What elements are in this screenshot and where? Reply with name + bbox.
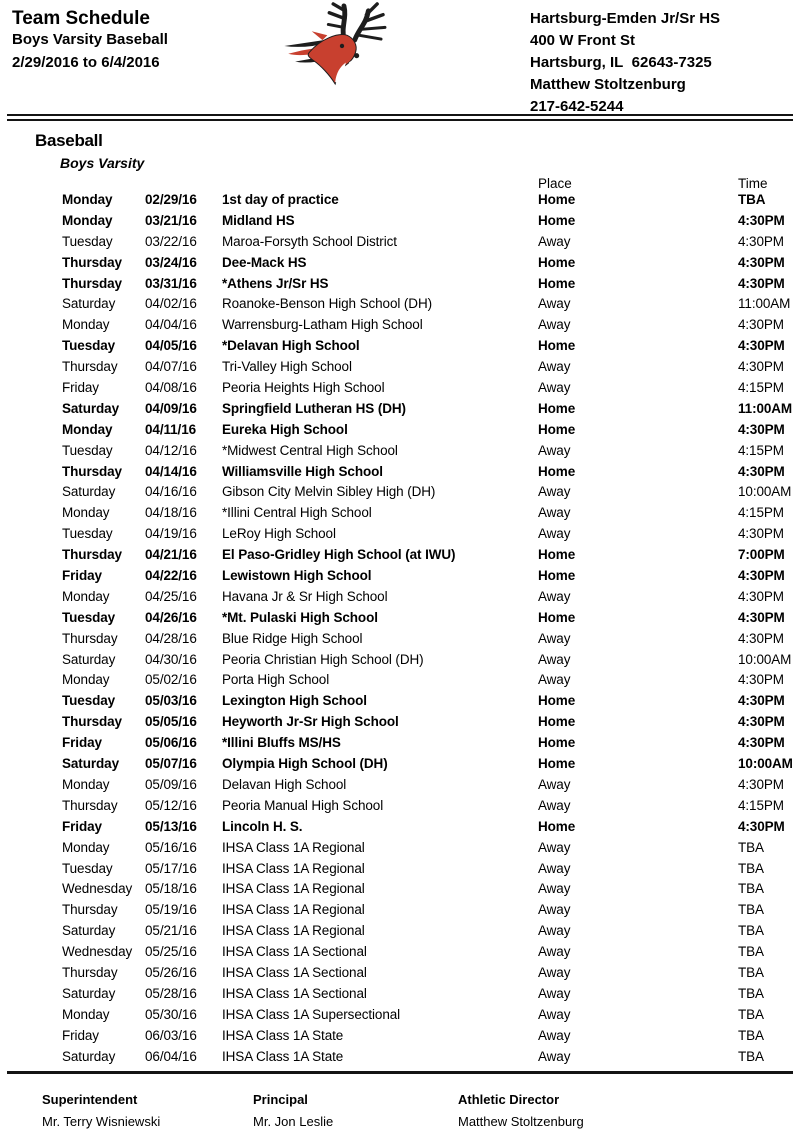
day-cell: Thursday: [62, 547, 122, 563]
schedule-row: [62, 420, 800, 441]
event-cell: IHSA Class 1A Regional: [222, 881, 365, 897]
time-cell: 11:00AM: [738, 296, 791, 312]
header-left-block: [12, 8, 168, 72]
schedule-row: [62, 378, 800, 399]
date-cell: 06/03/16: [145, 1027, 197, 1043]
place-cell: Home: [538, 275, 576, 291]
day-cell: Saturday: [62, 484, 116, 500]
place-cell: Away: [538, 902, 571, 918]
place-cell: Home: [538, 818, 576, 834]
schedule-row: [62, 566, 800, 587]
event-cell: Gibson City Melvin Sibley High (DH): [222, 484, 436, 500]
date-cell: 03/31/16: [145, 275, 197, 291]
event-cell: IHSA Class 1A Regional: [222, 902, 365, 918]
time-cell: 4:30PM: [738, 526, 784, 542]
day-cell: Monday: [62, 421, 113, 437]
date-cell: 04/18/16: [145, 505, 197, 521]
schedule-row: [62, 503, 800, 524]
day-cell: Monday: [62, 192, 113, 207]
place-cell: Away: [538, 526, 571, 542]
event-cell: IHSA Class 1A Regional: [222, 839, 365, 855]
day-cell: Tuesday: [62, 442, 113, 458]
date-cell: 05/03/16: [145, 693, 197, 709]
day-cell: Friday: [62, 380, 99, 396]
page-title: Team Schedule: [12, 8, 150, 29]
event-cell: El Paso-Gridley High School (at IWU): [222, 547, 456, 563]
schedule-row: [62, 524, 800, 545]
school-info-block: [530, 8, 720, 118]
stag-mascot-logo: [283, 2, 401, 86]
time-cell: 4:15PM: [738, 797, 784, 813]
schedule-row: [62, 211, 800, 232]
date-cell: 04/30/16: [145, 651, 197, 667]
schedule-row: [62, 545, 800, 566]
day-cell: Monday: [62, 317, 110, 333]
date-cell: 05/05/16: [145, 714, 197, 730]
day-cell: Monday: [62, 505, 110, 521]
date-cell: 04/26/16: [145, 609, 197, 625]
event-cell: Warrensburg-Latham High School: [222, 317, 423, 333]
event-cell: Heyworth Jr-Sr High School: [222, 714, 399, 730]
schedule-row: [62, 859, 800, 880]
place-cell: Away: [538, 359, 571, 375]
date-cell: 04/02/16: [145, 296, 197, 312]
day-cell: Thursday: [62, 714, 122, 730]
date-cell: 05/02/16: [145, 672, 197, 688]
place-cell: Away: [538, 672, 571, 688]
schedule-table: [62, 190, 800, 1067]
time-cell: 4:30PM: [738, 735, 785, 751]
event-cell: *Illini Bluffs MS/HS: [222, 735, 341, 751]
time-cell: TBA: [738, 964, 764, 980]
schedule-row: [62, 357, 800, 378]
footer-athletic-director: [458, 1093, 584, 1129]
event-cell: Peoria Manual High School: [222, 797, 384, 813]
time-cell: TBA: [738, 1027, 764, 1043]
date-cell: 05/21/16: [145, 923, 197, 939]
day-cell: Tuesday: [62, 526, 113, 542]
event-cell: IHSA Class 1A Supersectional: [222, 1006, 401, 1022]
schedule-row: [62, 691, 800, 712]
time-cell: TBA: [738, 839, 764, 855]
schedule-row: [62, 775, 800, 796]
time-cell: 4:30PM: [738, 693, 785, 709]
time-cell: 4:30PM: [738, 463, 785, 479]
date-cell: 04/12/16: [145, 442, 197, 458]
event-cell: Delavan High School: [222, 776, 347, 792]
time-cell: 4:30PM: [738, 359, 784, 375]
date-cell: 04/08/16: [145, 380, 197, 396]
time-column-header: Time: [738, 176, 768, 191]
event-cell: Porta High School: [222, 672, 330, 688]
place-cell: Away: [538, 923, 571, 939]
schedule-row: [62, 336, 800, 357]
place-cell: Home: [538, 463, 576, 479]
time-cell: 4:30PM: [738, 672, 784, 688]
time-cell: 4:15PM: [738, 380, 784, 396]
event-cell: *Mt. Pulaski High School: [222, 609, 378, 625]
time-cell: 4:15PM: [738, 442, 784, 458]
event-cell: Williamsville High School: [222, 463, 383, 479]
time-cell: 4:30PM: [738, 338, 785, 354]
footer-divider-rule: [7, 1071, 793, 1074]
time-cell: 4:30PM: [738, 776, 784, 792]
event-cell: IHSA Class 1A State: [222, 1048, 344, 1064]
time-cell: TBA: [738, 944, 764, 960]
event-cell: IHSA Class 1A Regional: [222, 860, 365, 876]
event-cell: Havana Jr & Sr High School: [222, 588, 388, 604]
day-cell: Thursday: [62, 275, 122, 291]
place-cell: Away: [538, 296, 571, 312]
day-cell: Thursday: [62, 902, 118, 918]
place-cell: Away: [538, 944, 571, 960]
place-cell: Away: [538, 1006, 571, 1022]
date-cell: 03/24/16: [145, 254, 197, 270]
day-cell: Saturday: [62, 400, 119, 416]
day-cell: Monday: [62, 1006, 110, 1022]
date-cell: 05/19/16: [145, 902, 197, 918]
day-cell: Saturday: [62, 651, 116, 667]
event-cell: IHSA Class 1A Regional: [222, 923, 365, 939]
role-title: Principal: [253, 1092, 308, 1107]
schedule-row: [62, 984, 800, 1005]
schedule-row: [62, 963, 800, 984]
date-range: 2/29/2016 to 6/4/2016: [12, 54, 160, 71]
sport-heading: Baseball: [35, 131, 103, 150]
schedule-row: [62, 232, 800, 253]
event-cell: Roanoke-Benson High School (DH): [222, 296, 433, 312]
day-cell: Thursday: [62, 630, 118, 646]
day-cell: Monday: [62, 212, 113, 228]
place-cell: Away: [538, 964, 571, 980]
event-cell: IHSA Class 1A Sectional: [222, 944, 367, 960]
place-cell: Away: [538, 797, 571, 813]
place-cell: Away: [538, 588, 571, 604]
day-cell: Saturday: [62, 1048, 116, 1064]
day-cell: Friday: [62, 1027, 99, 1043]
school-street: 400 W Front St: [530, 32, 636, 49]
day-cell: Monday: [62, 588, 110, 604]
date-cell: 05/28/16: [145, 985, 197, 1001]
place-cell: Away: [538, 651, 571, 667]
time-cell: 4:30PM: [738, 212, 785, 228]
date-cell: 04/19/16: [145, 526, 197, 542]
event-cell: *Illini Central High School: [222, 505, 372, 521]
schedule-row: [62, 942, 800, 963]
event-cell: Blue Ridge High School: [222, 630, 363, 646]
day-cell: Saturday: [62, 756, 119, 772]
time-cell: 4:30PM: [738, 233, 784, 249]
date-cell: 05/17/16: [145, 860, 197, 876]
event-cell: IHSA Class 1A State: [222, 1027, 344, 1043]
time-cell: TBA: [738, 192, 766, 207]
role-name: Mr. Jon Leslie: [253, 1114, 334, 1129]
place-cell: Away: [538, 505, 571, 521]
place-cell: Home: [538, 714, 576, 730]
schedule-row: [62, 482, 800, 503]
place-cell: Away: [538, 1027, 571, 1043]
time-cell: 4:30PM: [738, 254, 785, 270]
contact-phone: 217-642-5244: [530, 98, 624, 115]
place-cell: Home: [538, 212, 576, 228]
time-cell: TBA: [738, 1006, 764, 1022]
date-cell: 05/09/16: [145, 776, 197, 792]
time-cell: 4:30PM: [738, 568, 785, 584]
header-divider-rule: [7, 114, 793, 121]
footer-superintendent: [42, 1093, 160, 1129]
event-cell: IHSA Class 1A Sectional: [222, 985, 367, 1001]
time-cell: 4:30PM: [738, 317, 784, 333]
date-cell: 04/05/16: [145, 338, 197, 354]
time-cell: TBA: [738, 860, 764, 876]
day-cell: Tuesday: [62, 338, 116, 354]
date-cell: 04/28/16: [145, 630, 197, 646]
footer-principal: [253, 1093, 333, 1129]
date-cell: 05/13/16: [145, 818, 197, 834]
place-cell: Away: [538, 1048, 571, 1064]
schedule-row: [62, 733, 800, 754]
event-cell: Dee-Mack HS: [222, 254, 307, 270]
schedule-row: [62, 462, 800, 483]
day-cell: Saturday: [62, 985, 116, 1001]
time-cell: 11:00AM: [738, 400, 793, 416]
day-cell: Monday: [62, 839, 110, 855]
schedule-row: [62, 608, 800, 629]
event-cell: Springfield Lutheran HS (DH): [222, 400, 406, 416]
place-column-header: Place: [538, 176, 572, 191]
event-cell: IHSA Class 1A Sectional: [222, 964, 367, 980]
day-cell: Friday: [62, 735, 102, 751]
date-cell: 04/09/16: [145, 400, 197, 416]
time-cell: TBA: [738, 985, 764, 1001]
date-cell: 05/30/16: [145, 1006, 197, 1022]
schedule-row: [62, 1047, 800, 1068]
day-cell: Thursday: [62, 359, 118, 375]
time-cell: 4:30PM: [738, 588, 784, 604]
event-cell: Maroa-Forsyth School District: [222, 233, 397, 249]
contact-name: Matthew Stoltzenburg: [530, 76, 686, 93]
day-cell: Wednesday: [62, 881, 133, 897]
place-cell: Home: [538, 338, 576, 354]
date-cell: 04/07/16: [145, 359, 197, 375]
date-cell: 04/16/16: [145, 484, 197, 500]
schedule-row: [62, 712, 800, 733]
schedule-row: [62, 315, 800, 336]
schedule-row: [62, 670, 800, 691]
date-cell: 03/21/16: [145, 212, 197, 228]
event-cell: Eureka High School: [222, 421, 348, 437]
day-cell: Monday: [62, 672, 110, 688]
place-cell: Away: [538, 776, 571, 792]
event-cell: *Delavan High School: [222, 338, 360, 354]
event-cell: Peoria Christian High School (DH): [222, 651, 424, 667]
day-cell: Tuesday: [62, 860, 113, 876]
time-cell: 10:00AM: [738, 756, 793, 772]
role-title: Athletic Director: [458, 1092, 560, 1107]
role-title: Superintendent: [42, 1092, 138, 1107]
day-cell: Tuesday: [62, 233, 113, 249]
schedule-row: [62, 879, 800, 900]
place-cell: Home: [538, 735, 576, 751]
time-cell: 4:30PM: [738, 818, 785, 834]
place-cell: Away: [538, 233, 571, 249]
schedule-row: [62, 274, 800, 295]
time-cell: 4:30PM: [738, 609, 785, 625]
event-cell: Olympia High School (DH): [222, 756, 388, 772]
event-cell: Lewistown High School: [222, 568, 372, 584]
event-cell: Midland HS: [222, 212, 295, 228]
time-cell: 10:00AM: [738, 484, 792, 500]
schedule-row: [62, 650, 800, 671]
place-cell: Home: [538, 400, 576, 416]
role-name: Matthew Stoltzenburg: [458, 1114, 584, 1129]
date-cell: 06/04/16: [145, 1048, 197, 1064]
event-cell: Lincoln H. S.: [222, 818, 303, 834]
date-cell: 05/12/16: [145, 797, 197, 813]
role-name: Mr. Terry Wisniewski: [42, 1114, 161, 1129]
team-subtitle: Boys Varsity Baseball: [12, 31, 168, 48]
time-cell: 4:30PM: [738, 421, 785, 437]
date-cell: 03/22/16: [145, 233, 197, 249]
place-cell: Home: [538, 547, 576, 563]
date-cell: 04/04/16: [145, 317, 197, 333]
time-cell: 10:00AM: [738, 651, 792, 667]
day-cell: Saturday: [62, 923, 116, 939]
date-cell: 02/29/16: [145, 192, 197, 207]
place-cell: Away: [538, 317, 571, 333]
place-cell: Away: [538, 442, 571, 458]
time-cell: 7:00PM: [738, 547, 785, 563]
event-cell: Lexington High School: [222, 693, 367, 709]
date-cell: 04/14/16: [145, 463, 197, 479]
event-cell: LeRoy High School: [222, 526, 336, 542]
team-level-heading: Boys Varsity: [60, 155, 145, 171]
day-cell: Monday: [62, 776, 110, 792]
day-cell: Tuesday: [62, 609, 116, 625]
event-cell: 1st day of practice: [222, 192, 339, 207]
schedule-row: [62, 253, 800, 274]
date-cell: 05/06/16: [145, 735, 197, 751]
place-cell: Away: [538, 881, 571, 897]
schedule-row: [62, 838, 800, 859]
place-cell: Away: [538, 860, 571, 876]
schedule-row: [62, 1026, 800, 1047]
place-cell: Away: [538, 484, 571, 500]
time-cell: TBA: [738, 881, 764, 897]
deer-head-icon: [308, 31, 359, 84]
time-cell: 4:30PM: [738, 275, 785, 291]
day-cell: Friday: [62, 568, 102, 584]
place-cell: Away: [538, 380, 571, 396]
time-cell: TBA: [738, 902, 764, 918]
place-cell: Home: [538, 568, 576, 584]
time-cell: TBA: [738, 1048, 764, 1064]
date-cell: 04/21/16: [145, 547, 197, 563]
date-cell: 04/22/16: [145, 568, 197, 584]
place-cell: Home: [538, 756, 576, 772]
time-cell: 4:30PM: [738, 630, 784, 646]
time-cell: TBA: [738, 923, 764, 939]
schedule-row: [62, 1005, 800, 1026]
place-cell: Home: [538, 693, 576, 709]
schedule-row: [62, 441, 800, 462]
place-cell: Home: [538, 609, 576, 625]
schedule-row: [62, 399, 800, 420]
date-cell: 05/25/16: [145, 944, 197, 960]
schedule-row: [62, 817, 800, 838]
school-name: Hartsburg-Emden Jr/Sr HS: [530, 10, 721, 27]
place-cell: Home: [538, 421, 576, 437]
schedule-row: [62, 900, 800, 921]
time-cell: 4:30PM: [738, 714, 785, 730]
school-city: Hartsburg, IL 62643-7325: [530, 54, 712, 71]
day-cell: Wednesday: [62, 944, 133, 960]
day-cell: Thursday: [62, 463, 122, 479]
date-cell: 05/07/16: [145, 756, 197, 772]
time-cell: 4:15PM: [738, 505, 784, 521]
event-cell: *Midwest Central High School: [222, 442, 398, 458]
schedule-row: [62, 629, 800, 650]
event-cell: Peoria Heights High School: [222, 380, 385, 396]
day-cell: Thursday: [62, 797, 118, 813]
date-cell: 04/25/16: [145, 588, 197, 604]
place-cell: Away: [538, 630, 571, 646]
schedule-row: [62, 587, 800, 608]
day-cell: Thursday: [62, 964, 118, 980]
day-cell: Thursday: [62, 254, 122, 270]
schedule-row: [62, 921, 800, 942]
place-cell: Away: [538, 839, 571, 855]
event-cell: *Athens Jr/Sr HS: [222, 275, 329, 291]
day-cell: Tuesday: [62, 693, 116, 709]
date-cell: 05/26/16: [145, 964, 197, 980]
date-cell: 05/18/16: [145, 881, 197, 897]
place-cell: Home: [538, 254, 576, 270]
schedule-row: [62, 796, 800, 817]
event-cell: Tri-Valley High School: [222, 359, 352, 375]
schedule-row: [62, 190, 800, 211]
schedule-row: [62, 294, 800, 315]
day-cell: Friday: [62, 818, 102, 834]
day-cell: Saturday: [62, 296, 116, 312]
date-cell: 05/16/16: [145, 839, 197, 855]
place-cell: Home: [538, 192, 576, 207]
schedule-row: [62, 754, 800, 775]
place-cell: Away: [538, 985, 571, 1001]
date-cell: 04/11/16: [145, 421, 197, 437]
